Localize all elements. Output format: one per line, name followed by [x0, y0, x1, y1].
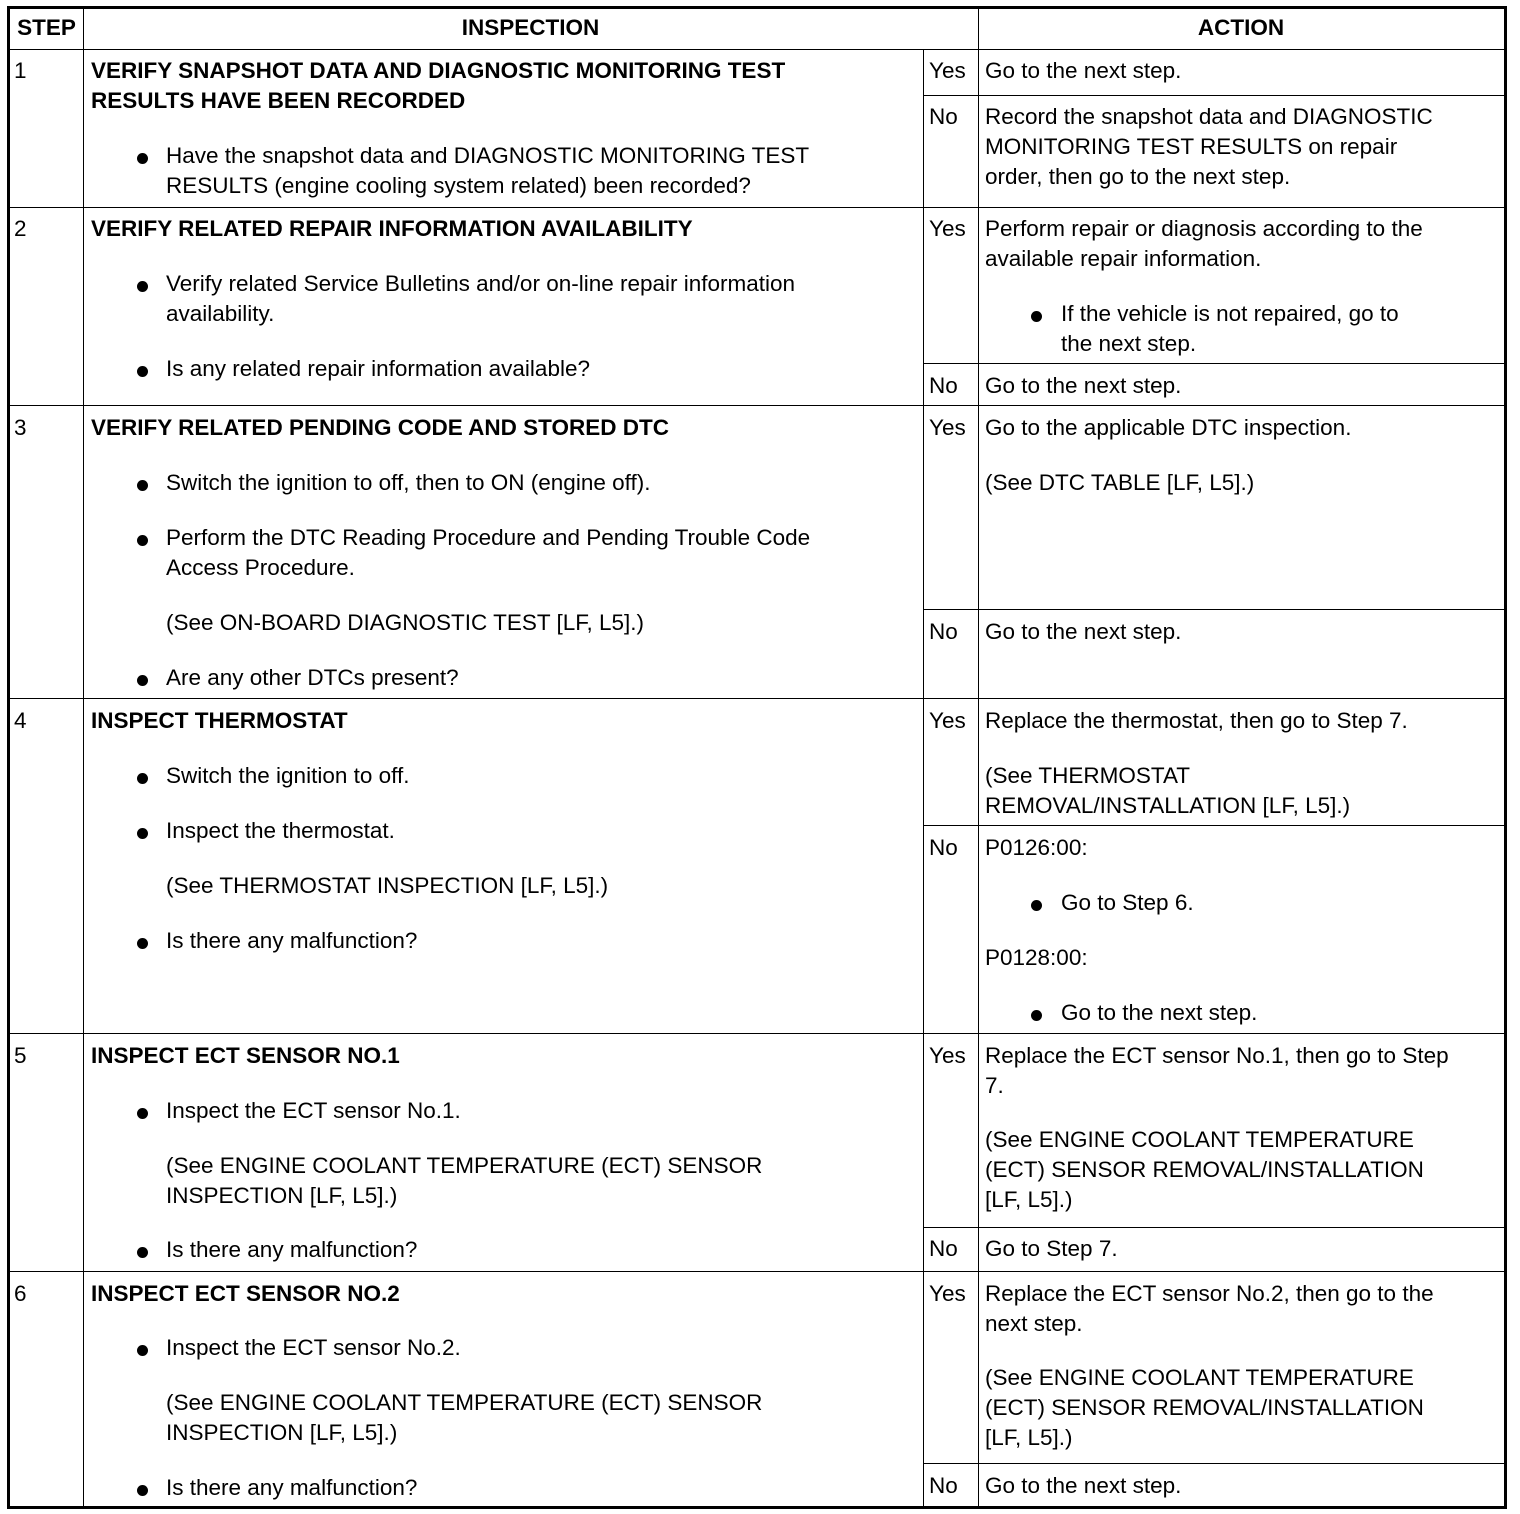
yes-action: next step. [985, 1311, 1083, 1336]
header-row-line [10, 49, 1504, 50]
bullet-icon [137, 1485, 148, 1496]
yes-action-reference: (ECT) SENSOR REMOVAL/INSTALLATION [985, 1395, 1424, 1420]
inspection-item: Is there any malfunction? [166, 1237, 418, 1262]
inspection-item: RESULTS (engine cooling system related) been recorded? [166, 173, 751, 198]
yes-action-reference: [LF, L5].) [985, 1187, 1073, 1212]
yes-label: Yes [929, 1043, 966, 1068]
bullet-icon [137, 281, 148, 292]
step-number: 5 [14, 1043, 27, 1068]
no-action-item: Go to Step 6. [1061, 890, 1194, 915]
inspection-item: Access Procedure. [166, 555, 355, 580]
row-line-4 [10, 1033, 1504, 1034]
yes-action-item: the next step. [1061, 331, 1197, 356]
row-line-2 [10, 405, 1504, 406]
inspection-reference: (See ON-BOARD DIAGNOSTIC TEST [LF, L5].) [166, 610, 645, 635]
inspection-reference: INSPECTION [LF, L5].) [166, 1420, 398, 1445]
step-number: 6 [14, 1281, 27, 1306]
no-action: Go to the next step. [985, 1473, 1182, 1498]
no-label: No [929, 835, 958, 860]
bullet-icon [1031, 311, 1042, 322]
yes-action: Go to the next step. [985, 58, 1182, 83]
inspection-item: Switch the ignition to off. [166, 763, 410, 788]
inspection-reference: (See ENGINE COOLANT TEMPERATURE (ECT) SENSOR [166, 1153, 763, 1178]
yes-action: Go to the applicable DTC inspection. [985, 415, 1352, 440]
bullet-icon [137, 1345, 148, 1356]
inspection-item: availability. [166, 301, 275, 326]
yes-label: Yes [929, 58, 966, 83]
bullet-icon [137, 153, 148, 164]
step-number: 3 [14, 415, 27, 440]
yes-action-reference: (ECT) SENSOR REMOVAL/INSTALLATION [985, 1157, 1424, 1182]
inspection-item: Switch the ignition to off, then to ON (engine off). [166, 470, 651, 495]
bullet-icon [137, 366, 148, 377]
yes-action-reference: (See ENGINE COOLANT TEMPERATURE [985, 1365, 1414, 1390]
yes-label: Yes [929, 415, 966, 440]
step-title: VERIFY RELATED PENDING CODE AND STORED DTC [91, 415, 669, 440]
inspection-item: Are any other DTCs present? [166, 665, 459, 690]
row-line-3 [10, 698, 1504, 699]
inspection-item: Inspect the thermostat. [166, 818, 395, 843]
inspection-reference: INSPECTION [LF, L5].) [166, 1183, 398, 1208]
yes-action: Replace the ECT sensor No.1, then go to Step [985, 1043, 1449, 1068]
no-action: Record the snapshot data and DIAGNOSTIC [985, 104, 1433, 129]
step-title: VERIFY RELATED REPAIR INFORMATION AVAILABILITY [91, 216, 693, 241]
header-action: ACTION [1197, 15, 1285, 40]
bullet-icon [137, 675, 148, 686]
inspection-item: Is any related repair information available? [166, 356, 590, 381]
yes-action: Replace the ECT sensor No.2, then go to the [985, 1281, 1434, 1306]
step-title: INSPECT ECT SENSOR NO.2 [91, 1281, 400, 1306]
bullet-icon [137, 1108, 148, 1119]
bullet-icon [137, 535, 148, 546]
step-title: INSPECT THERMOSTAT [91, 708, 348, 733]
no-label: No [929, 373, 958, 398]
header-inspection: INSPECTION [461, 15, 600, 40]
yes-action-reference: (See ENGINE COOLANT TEMPERATURE [985, 1127, 1414, 1152]
split-line-2 [923, 363, 1504, 364]
header-step: STEP [17, 15, 76, 40]
split-line-6 [923, 1463, 1504, 1464]
yes-action: Replace the thermostat, then go to Step 7. [985, 708, 1408, 733]
inspection-item: Is there any malfunction? [166, 1475, 418, 1500]
no-action: Go to the next step. [985, 373, 1182, 398]
yes-action-reference: (See DTC TABLE [LF, L5].) [985, 470, 1255, 495]
split-line-3 [923, 609, 1504, 610]
yes-action-reference: [LF, L5].) [985, 1425, 1073, 1450]
bullet-icon [1031, 1010, 1042, 1021]
no-action-item: Go to the next step. [1061, 1000, 1258, 1025]
step-title: VERIFY SNAPSHOT DATA AND DIAGNOSTIC MONITORING TEST [91, 58, 786, 83]
col-divider-yesno [923, 49, 924, 1506]
no-label: No [929, 619, 958, 644]
bullet-icon [1031, 900, 1042, 911]
yes-action: 7. [985, 1073, 1004, 1098]
inspection-item: Perform the DTC Reading Procedure and Pending Trouble Code [166, 525, 811, 550]
split-line-5 [923, 1227, 1504, 1228]
yes-action-item: If the vehicle is not repaired, go to [1061, 301, 1399, 326]
dtc-code: P0126:00: [985, 835, 1088, 860]
step-title: RESULTS HAVE BEEN RECORDED [91, 88, 466, 113]
inspection-item: Verify related Service Bulletins and/or on-line repair information [166, 271, 796, 296]
bullet-icon [137, 480, 148, 491]
no-action: MONITORING TEST RESULTS on repair [985, 134, 1398, 159]
no-action: Go to Step 7. [985, 1236, 1118, 1261]
diagnostic-table [7, 6, 1507, 1509]
yes-action: available repair information. [985, 246, 1262, 271]
bullet-icon [137, 773, 148, 784]
no-label: No [929, 104, 958, 129]
dtc-code: P0128:00: [985, 945, 1088, 970]
col-divider-step [83, 9, 84, 1506]
yes-action-reference: (See THERMOSTAT [985, 763, 1191, 788]
bullet-icon [137, 1247, 148, 1258]
split-line-1 [923, 95, 1504, 96]
no-action: Go to the next step. [985, 619, 1182, 644]
bullet-icon [137, 828, 148, 839]
inspection-item: Have the snapshot data and DIAGNOSTIC MONITORING TEST [166, 143, 810, 168]
inspection-item: Inspect the ECT sensor No.1. [166, 1098, 461, 1123]
bullet-icon [137, 938, 148, 949]
step-title: INSPECT ECT SENSOR NO.1 [91, 1043, 400, 1068]
inspection-reference: (See ENGINE COOLANT TEMPERATURE (ECT) SENSOR [166, 1390, 763, 1415]
inspection-item: Is there any malfunction? [166, 928, 418, 953]
yes-action: Perform repair or diagnosis according to the [985, 216, 1423, 241]
yes-action-reference: REMOVAL/INSTALLATION [LF, L5].) [985, 793, 1351, 818]
split-line-4 [923, 825, 1504, 826]
step-number: 2 [14, 216, 27, 241]
row-line-1 [10, 207, 1504, 208]
step-number: 4 [14, 708, 27, 733]
no-label: No [929, 1236, 958, 1261]
col-divider-action [978, 9, 979, 1506]
row-line-5 [10, 1271, 1504, 1272]
yes-label: Yes [929, 708, 966, 733]
yes-label: Yes [929, 1281, 966, 1306]
inspection-reference: (See THERMOSTAT INSPECTION [LF, L5].) [166, 873, 609, 898]
inspection-item: Inspect the ECT sensor No.2. [166, 1335, 461, 1360]
yes-label: Yes [929, 216, 966, 241]
step-number: 1 [14, 58, 27, 83]
no-label: No [929, 1473, 958, 1498]
no-action: order, then go to the next step. [985, 164, 1291, 189]
